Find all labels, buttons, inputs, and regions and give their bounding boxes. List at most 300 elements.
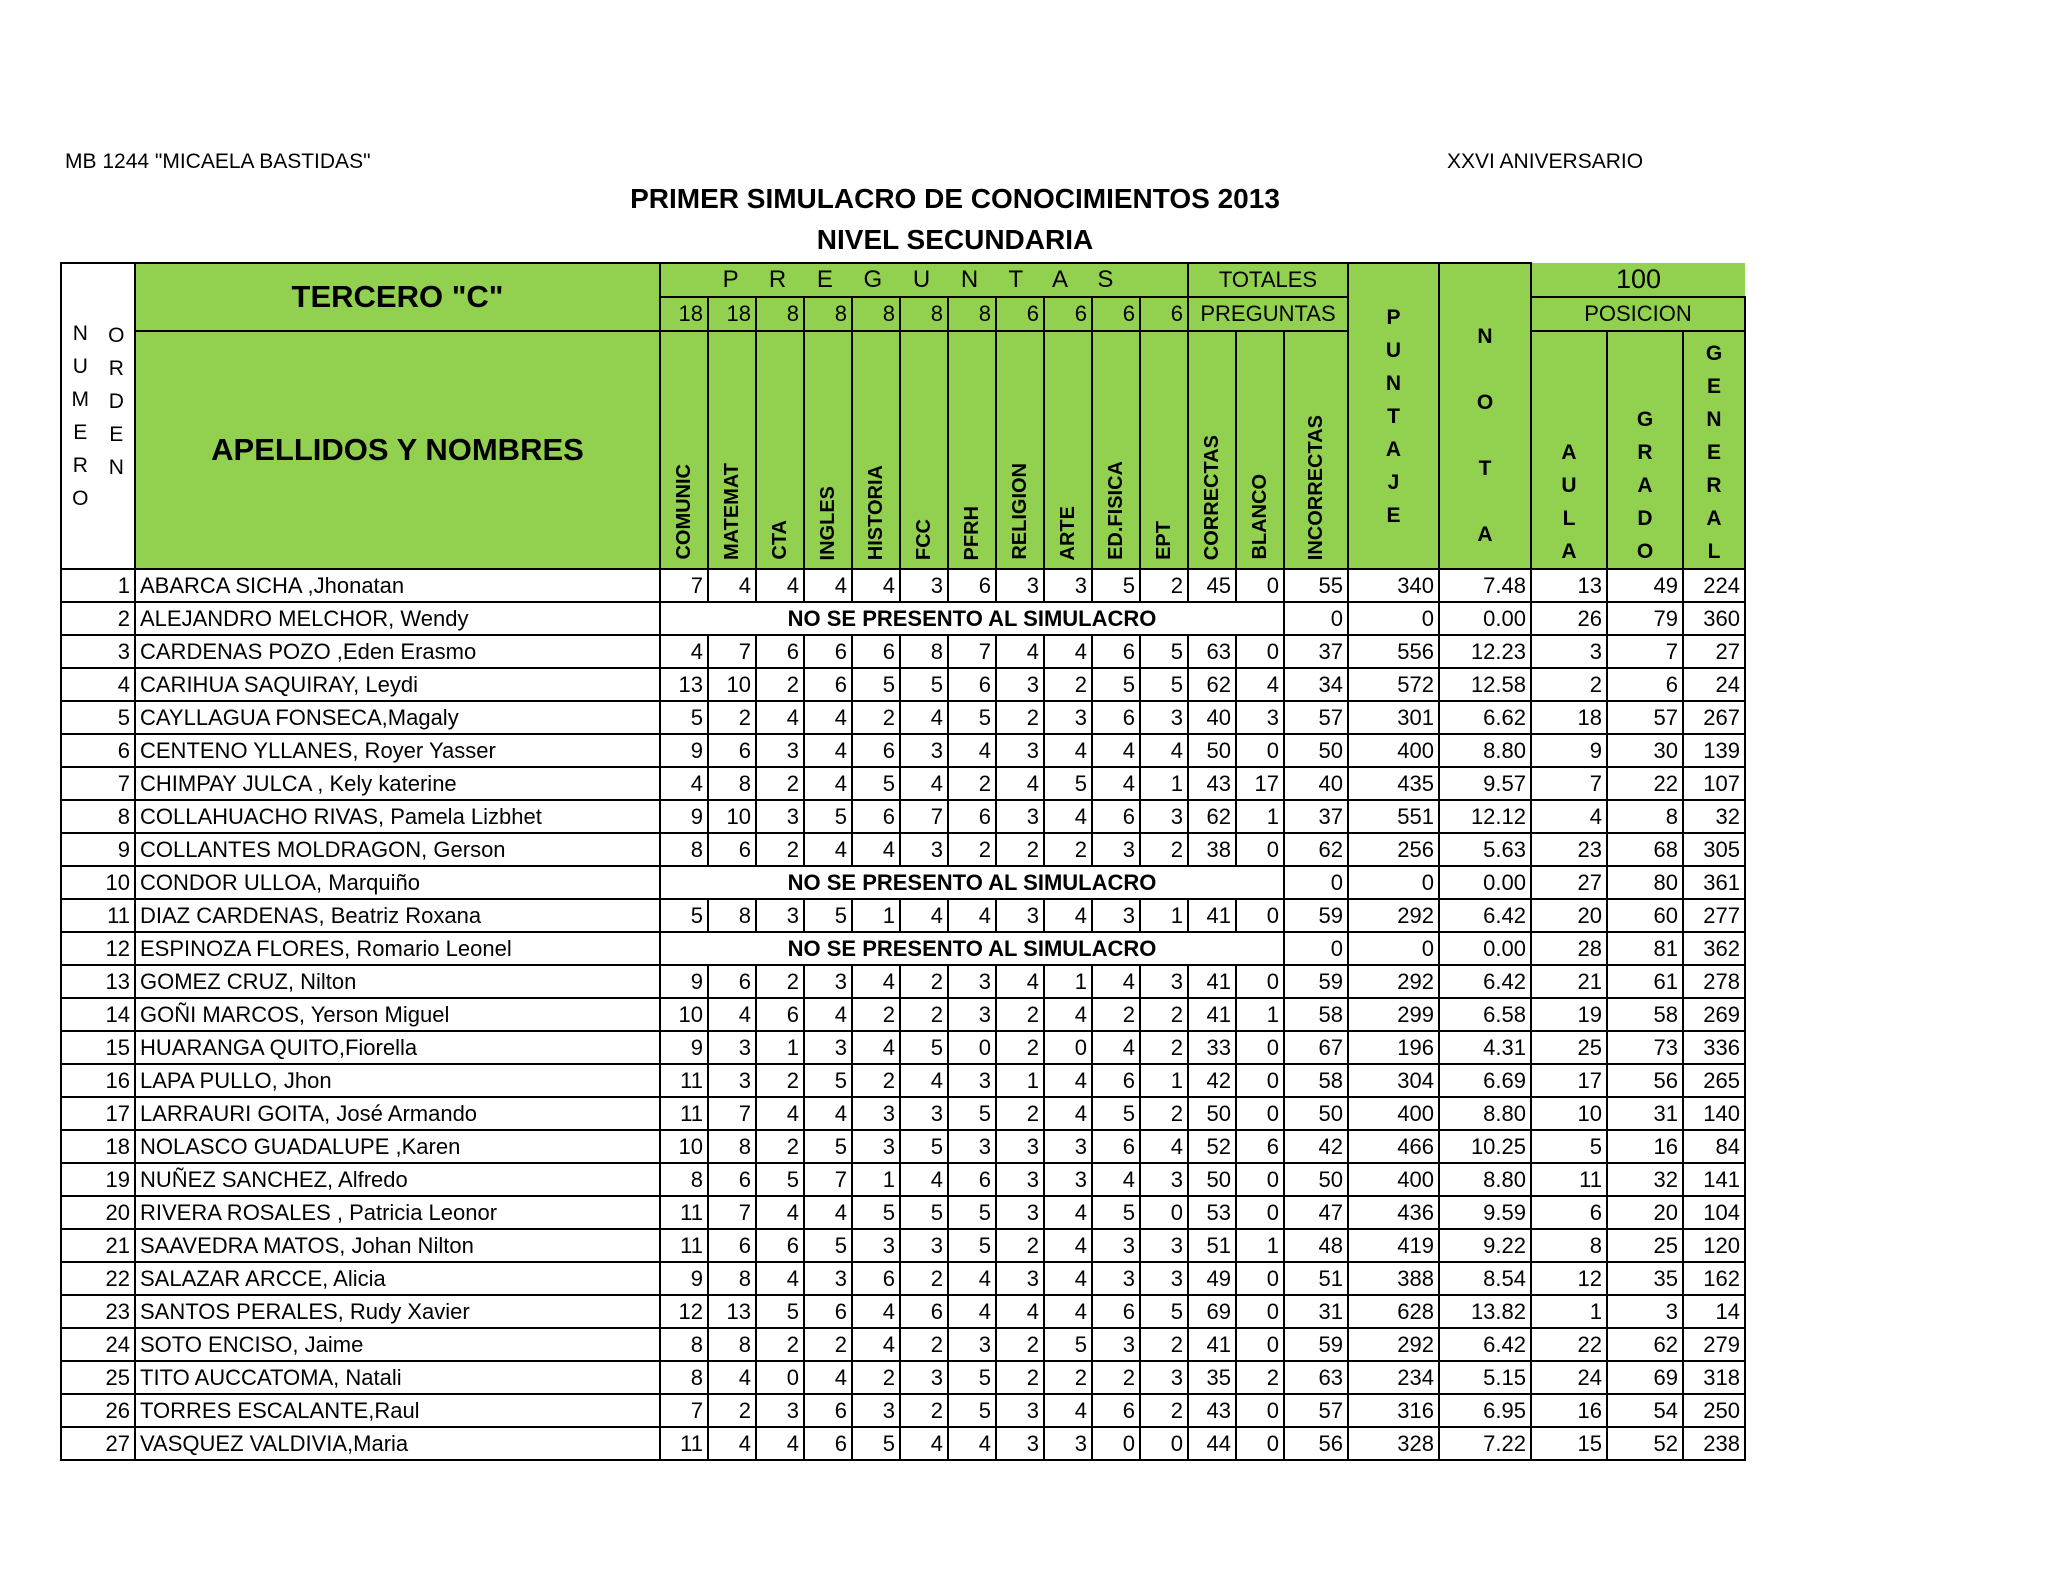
general-position: 336 xyxy=(1683,1031,1745,1064)
row-number: 15 xyxy=(61,1031,135,1064)
grado-position: 25 xyxy=(1607,1229,1683,1262)
aula-header xyxy=(1531,331,1607,569)
subject-label: RELIGION xyxy=(1008,463,1031,560)
incorrect-count: 48 xyxy=(1284,1229,1348,1262)
absent-notice: NO SE PRESENTO AL SIMULACRO xyxy=(660,866,1284,899)
subject-score: 3 xyxy=(900,1361,948,1394)
subject-score: 6 xyxy=(804,1295,852,1328)
subject-score: 6 xyxy=(804,1427,852,1460)
student-name: SAAVEDRA MATOS, Johan Nilton xyxy=(135,1229,660,1262)
blank-count: 0 xyxy=(1236,635,1284,668)
subject-score: 2 xyxy=(900,1328,948,1361)
subject-score: 3 xyxy=(1044,1163,1092,1196)
subject-label: EPT xyxy=(1152,521,1175,560)
subject-score: 3 xyxy=(852,1229,900,1262)
subject-score: 1 xyxy=(756,1031,804,1064)
subject-score: 4 xyxy=(900,899,948,932)
question-count: 6 xyxy=(996,297,1044,331)
subject-score: 7 xyxy=(708,635,756,668)
student-name: SANTOS PERALES, Rudy Xavier xyxy=(135,1295,660,1328)
page-title: PRIMER SIMULACRO DE CONOCIMIENTOS 2013 xyxy=(630,183,1280,214)
grado-position: 58 xyxy=(1607,998,1683,1031)
nota-value: 6.62 xyxy=(1439,701,1531,734)
student-name: CHIMPAY JULCA , Kely katerine xyxy=(135,767,660,800)
subject-score: 2 xyxy=(996,1031,1044,1064)
aula-position: 16 xyxy=(1531,1394,1607,1427)
correct-count: 53 xyxy=(1188,1196,1236,1229)
general-position: 267 xyxy=(1683,701,1745,734)
subject-score: 3 xyxy=(948,1130,996,1163)
incorrect-count: 50 xyxy=(1284,1163,1348,1196)
subject-score: 9 xyxy=(660,1031,708,1064)
subject-score: 6 xyxy=(708,1163,756,1196)
aula-position: 24 xyxy=(1531,1361,1607,1394)
subject-score: 4 xyxy=(1044,635,1092,668)
question-count: 8 xyxy=(852,297,900,331)
grado-position: 52 xyxy=(1607,1427,1683,1460)
row-number: 1 xyxy=(61,569,135,602)
subject-header xyxy=(1140,331,1188,569)
grado-position: 49 xyxy=(1607,569,1683,602)
correct-count: 50 xyxy=(1188,1163,1236,1196)
subject-score: 0 xyxy=(1044,1031,1092,1064)
subject-score: 4 xyxy=(1140,1130,1188,1163)
subject-score: 3 xyxy=(1140,701,1188,734)
incorrect-count: 62 xyxy=(1284,833,1348,866)
general-header-letters: G E N E R A L xyxy=(1705,342,1723,563)
puntaje-value: 400 xyxy=(1348,734,1439,767)
table-row xyxy=(61,800,1745,833)
subject-score: 6 xyxy=(708,734,756,767)
subject-score: 4 xyxy=(1092,767,1140,800)
aula-position: 26 xyxy=(1531,602,1607,635)
aula-position: 22 xyxy=(1531,1328,1607,1361)
subject-score: 7 xyxy=(660,569,708,602)
subject-score: 6 xyxy=(1092,1064,1140,1097)
subject-score: 8 xyxy=(708,767,756,800)
question-count: 8 xyxy=(900,297,948,331)
numero-header: N U M E R O xyxy=(71,322,90,510)
subject-score: 8 xyxy=(660,1163,708,1196)
subject-score: 2 xyxy=(804,1328,852,1361)
nota-value: 0.00 xyxy=(1439,602,1531,635)
subject-score: 3 xyxy=(1092,1229,1140,1262)
nota-value: 0.00 xyxy=(1439,866,1531,899)
correct-count: 62 xyxy=(1188,800,1236,833)
puntaje-value: 388 xyxy=(1348,1262,1439,1295)
puntaje-value: 436 xyxy=(1348,1196,1439,1229)
student-name: NOLASCO GUADALUPE ,Karen xyxy=(135,1130,660,1163)
table-row xyxy=(61,899,1745,932)
table-row xyxy=(61,734,1745,767)
subject-label: COMUNIC xyxy=(672,464,695,560)
subject-score: 1 xyxy=(996,1064,1044,1097)
subject-score: 6 xyxy=(852,1262,900,1295)
subject-score: 4 xyxy=(756,1262,804,1295)
student-name: SALAZAR ARCCE, Alicia xyxy=(135,1262,660,1295)
subject-score: 5 xyxy=(900,668,948,701)
grado-position: 7 xyxy=(1607,635,1683,668)
subject-score: 2 xyxy=(1140,833,1188,866)
subject-score: 5 xyxy=(900,1031,948,1064)
subject-score: 3 xyxy=(1044,1130,1092,1163)
subject-score: 6 xyxy=(948,668,996,701)
nota-value: 9.59 xyxy=(1439,1196,1531,1229)
subject-score: 4 xyxy=(948,1427,996,1460)
subject-header xyxy=(996,331,1044,569)
subject-score: 2 xyxy=(996,998,1044,1031)
aula-header-letters: A U L A xyxy=(1561,441,1577,563)
table-row xyxy=(61,932,1745,965)
blank-count: 17 xyxy=(1236,767,1284,800)
grado-position: 20 xyxy=(1607,1196,1683,1229)
subject-score: 4 xyxy=(1092,1163,1140,1196)
subject-score: 3 xyxy=(1092,1328,1140,1361)
incorrect-count: 57 xyxy=(1284,1394,1348,1427)
row-number: 6 xyxy=(61,734,135,767)
subject-score: 2 xyxy=(1044,1361,1092,1394)
subject-score: 6 xyxy=(852,734,900,767)
max-score: 100 xyxy=(1531,263,1745,297)
subject-score: 5 xyxy=(948,1097,996,1130)
correct-count: 41 xyxy=(1188,965,1236,998)
general-position: 140 xyxy=(1683,1097,1745,1130)
subject-score: 5 xyxy=(804,1229,852,1262)
nota-value: 13.82 xyxy=(1439,1295,1531,1328)
subject-score: 3 xyxy=(996,569,1044,602)
subject-score: 4 xyxy=(1092,734,1140,767)
general-position: 362 xyxy=(1683,932,1745,965)
nota-value: 12.58 xyxy=(1439,668,1531,701)
subject-score: 8 xyxy=(660,1361,708,1394)
subject-score: 4 xyxy=(804,1097,852,1130)
row-number: 18 xyxy=(61,1130,135,1163)
student-name: CONDOR ULLOA, Marquiño xyxy=(135,866,660,899)
incorrect-count: 0 xyxy=(1284,866,1348,899)
general-position: 24 xyxy=(1683,668,1745,701)
question-count: 18 xyxy=(660,297,708,331)
student-name: LARRAURI GOITA, José Armando xyxy=(135,1097,660,1130)
subject-score: 9 xyxy=(660,800,708,833)
puntaje-value: 400 xyxy=(1348,1097,1439,1130)
nota-value: 6.42 xyxy=(1439,965,1531,998)
nota-value: 7.48 xyxy=(1439,569,1531,602)
subject-score: 8 xyxy=(660,833,708,866)
results-table xyxy=(60,262,1746,1461)
student-name: GOMEZ CRUZ, Nilton xyxy=(135,965,660,998)
subject-score: 8 xyxy=(708,1262,756,1295)
subject-score: 2 xyxy=(1092,1361,1140,1394)
subject-score: 5 xyxy=(1092,668,1140,701)
subject-score: 4 xyxy=(756,1427,804,1460)
table-row xyxy=(61,767,1745,800)
student-name: SOTO ENCISO, Jaime xyxy=(135,1328,660,1361)
general-position: 269 xyxy=(1683,998,1745,1031)
subject-score: 0 xyxy=(1092,1427,1140,1460)
puntaje-header xyxy=(1348,263,1439,569)
incorrect-count: 0 xyxy=(1284,932,1348,965)
grado-position: 30 xyxy=(1607,734,1683,767)
puntaje-value: 316 xyxy=(1348,1394,1439,1427)
grado-position: 62 xyxy=(1607,1328,1683,1361)
subject-score: 4 xyxy=(900,1163,948,1196)
correct-count: 50 xyxy=(1188,1097,1236,1130)
general-position: 120 xyxy=(1683,1229,1745,1262)
subject-score: 5 xyxy=(948,1394,996,1427)
incorrect-count: 58 xyxy=(1284,998,1348,1031)
subject-score: 3 xyxy=(900,833,948,866)
subject-score: 5 xyxy=(948,1196,996,1229)
correct-count: 33 xyxy=(1188,1031,1236,1064)
blank-count: 0 xyxy=(1236,899,1284,932)
subject-score: 9 xyxy=(660,965,708,998)
aula-position: 20 xyxy=(1531,899,1607,932)
puntaje-value: 572 xyxy=(1348,668,1439,701)
subject-score: 11 xyxy=(660,1427,708,1460)
blank-count: 3 xyxy=(1236,701,1284,734)
subject-score: 5 xyxy=(804,800,852,833)
subject-score: 6 xyxy=(804,668,852,701)
student-name: CARDENAS POZO ,Eden Erasmo xyxy=(135,635,660,668)
subject-score: 4 xyxy=(804,701,852,734)
subject-score: 3 xyxy=(900,734,948,767)
subject-score: 3 xyxy=(756,1394,804,1427)
table-row xyxy=(61,1361,1745,1394)
subject-score: 4 xyxy=(1092,965,1140,998)
aula-position: 25 xyxy=(1531,1031,1607,1064)
student-name: ABARCA SICHA ,Jhonatan xyxy=(135,569,660,602)
table-row xyxy=(61,1031,1745,1064)
nota-value: 0.00 xyxy=(1439,932,1531,965)
subject-score: 3 xyxy=(948,1064,996,1097)
totals-subheader xyxy=(1188,331,1236,569)
totals-subheader xyxy=(1284,331,1348,569)
nota-value: 6.58 xyxy=(1439,998,1531,1031)
totals-label: INCORRECTAS xyxy=(1304,414,1327,560)
puntaje-value: 292 xyxy=(1348,899,1439,932)
subject-score: 3 xyxy=(1140,1229,1188,1262)
subject-score: 3 xyxy=(1140,1361,1188,1394)
posicion-header: POSICION xyxy=(1531,297,1745,331)
aula-position: 10 xyxy=(1531,1097,1607,1130)
subject-score: 9 xyxy=(660,734,708,767)
nota-value: 7.22 xyxy=(1439,1427,1531,1460)
incorrect-count: 59 xyxy=(1284,965,1348,998)
correct-count: 69 xyxy=(1188,1295,1236,1328)
subject-label: PFRH xyxy=(960,505,983,560)
incorrect-count: 0 xyxy=(1284,602,1348,635)
subject-score: 4 xyxy=(1044,1262,1092,1295)
subject-score: 2 xyxy=(948,833,996,866)
row-number: 20 xyxy=(61,1196,135,1229)
subject-score: 5 xyxy=(1140,635,1188,668)
grado-position: 32 xyxy=(1607,1163,1683,1196)
subject-score: 7 xyxy=(900,800,948,833)
subject-score: 4 xyxy=(852,569,900,602)
subject-score: 2 xyxy=(708,1394,756,1427)
subject-score: 6 xyxy=(756,998,804,1031)
subject-score: 2 xyxy=(996,701,1044,734)
question-count: 8 xyxy=(948,297,996,331)
question-count: 18 xyxy=(708,297,756,331)
nota-value: 10.25 xyxy=(1439,1130,1531,1163)
subject-score: 3 xyxy=(1140,1262,1188,1295)
row-number: 11 xyxy=(61,899,135,932)
grado-position: 31 xyxy=(1607,1097,1683,1130)
table-row xyxy=(61,833,1745,866)
absent-notice: NO SE PRESENTO AL SIMULACRO xyxy=(660,932,1284,965)
subject-score: 0 xyxy=(948,1031,996,1064)
subject-score: 1 xyxy=(1140,899,1188,932)
subject-score: 4 xyxy=(996,965,1044,998)
totals-subheader xyxy=(1236,331,1284,569)
table-row xyxy=(61,1394,1745,1427)
subject-score: 3 xyxy=(804,1031,852,1064)
correct-count: 50 xyxy=(1188,734,1236,767)
subject-header xyxy=(804,331,852,569)
incorrect-count: 42 xyxy=(1284,1130,1348,1163)
incorrect-count: 67 xyxy=(1284,1031,1348,1064)
subject-score: 4 xyxy=(1044,998,1092,1031)
subject-score: 6 xyxy=(804,635,852,668)
subject-score: 3 xyxy=(948,1328,996,1361)
subject-score: 4 xyxy=(804,734,852,767)
correct-count: 43 xyxy=(1188,1394,1236,1427)
general-position: 360 xyxy=(1683,602,1745,635)
subject-score: 8 xyxy=(708,1328,756,1361)
subject-score: 3 xyxy=(804,965,852,998)
subject-header xyxy=(756,331,804,569)
nota-value: 6.69 xyxy=(1439,1064,1531,1097)
subject-score: 3 xyxy=(996,1196,1044,1229)
grado-position: 57 xyxy=(1607,701,1683,734)
aula-position: 9 xyxy=(1531,734,1607,767)
subject-score: 8 xyxy=(708,1130,756,1163)
student-name: CAYLLAGUA FONSECA,Magaly xyxy=(135,701,660,734)
grado-position: 22 xyxy=(1607,767,1683,800)
subject-score: 5 xyxy=(1044,1328,1092,1361)
subject-score: 3 xyxy=(756,800,804,833)
puntaje-value: 435 xyxy=(1348,767,1439,800)
subject-score: 4 xyxy=(852,1295,900,1328)
subject-score: 5 xyxy=(1140,668,1188,701)
subject-score: 3 xyxy=(1140,965,1188,998)
nota-value: 8.80 xyxy=(1439,1163,1531,1196)
grado-position: 73 xyxy=(1607,1031,1683,1064)
subject-score: 2 xyxy=(756,833,804,866)
general-position: 279 xyxy=(1683,1328,1745,1361)
incorrect-count: 47 xyxy=(1284,1196,1348,1229)
totales-header: TOTALES xyxy=(1188,263,1348,297)
subject-score: 5 xyxy=(756,1163,804,1196)
nota-header xyxy=(1439,263,1531,569)
table-row xyxy=(61,1229,1745,1262)
general-position: 162 xyxy=(1683,1262,1745,1295)
general-position: 104 xyxy=(1683,1196,1745,1229)
subject-score: 3 xyxy=(948,998,996,1031)
subject-score: 5 xyxy=(804,1064,852,1097)
grado-position: 16 xyxy=(1607,1130,1683,1163)
table-row xyxy=(61,998,1745,1031)
table-row xyxy=(61,965,1745,998)
student-name: DIAZ CARDENAS, Beatriz Roxana xyxy=(135,899,660,932)
student-name: VASQUEZ VALDIVIA,Maria xyxy=(135,1427,660,1460)
puntaje-value: 0 xyxy=(1348,602,1439,635)
subject-score: 2 xyxy=(1044,833,1092,866)
subject-score: 5 xyxy=(1092,569,1140,602)
general-header xyxy=(1683,331,1745,569)
subject-score: 5 xyxy=(1092,1097,1140,1130)
subject-label: ED.FISICA xyxy=(1104,461,1127,560)
general-position: 107 xyxy=(1683,767,1745,800)
subject-score: 5 xyxy=(660,899,708,932)
subject-score: 2 xyxy=(708,701,756,734)
subject-score: 8 xyxy=(708,899,756,932)
blank-count: 1 xyxy=(1236,800,1284,833)
nota-value: 5.63 xyxy=(1439,833,1531,866)
blank-count: 0 xyxy=(1236,1427,1284,1460)
subject-score: 3 xyxy=(996,899,1044,932)
student-name: RIVERA ROSALES , Patricia Leonor xyxy=(135,1196,660,1229)
grado-position: 6 xyxy=(1607,668,1683,701)
subject-score: 2 xyxy=(900,1394,948,1427)
incorrect-count: 37 xyxy=(1284,635,1348,668)
subject-score: 4 xyxy=(756,1097,804,1130)
puntaje-value: 256 xyxy=(1348,833,1439,866)
puntaje-value: 628 xyxy=(1348,1295,1439,1328)
general-position: 238 xyxy=(1683,1427,1745,1460)
table-row xyxy=(61,1295,1745,1328)
nota-value: 12.23 xyxy=(1439,635,1531,668)
subject-score: 4 xyxy=(708,1361,756,1394)
student-name: TITO AUCCATOMA, Natali xyxy=(135,1361,660,1394)
subject-score: 2 xyxy=(756,965,804,998)
row-number: 17 xyxy=(61,1097,135,1130)
nota-value: 9.22 xyxy=(1439,1229,1531,1262)
aula-position: 28 xyxy=(1531,932,1607,965)
blank-count: 6 xyxy=(1236,1130,1284,1163)
correct-count: 41 xyxy=(1188,998,1236,1031)
row-number: 24 xyxy=(61,1328,135,1361)
subject-score: 5 xyxy=(852,767,900,800)
aula-position: 12 xyxy=(1531,1262,1607,1295)
subject-score: 6 xyxy=(756,635,804,668)
subject-score: 4 xyxy=(804,1196,852,1229)
preguntas-header: P R E G U N T A S xyxy=(660,263,1188,297)
correct-count: 45 xyxy=(1188,569,1236,602)
grado-position: 79 xyxy=(1607,602,1683,635)
totals-label: BLANCO xyxy=(1248,474,1271,560)
blank-count: 0 xyxy=(1236,1196,1284,1229)
school-name: MB 1244 "MICAELA BASTIDAS" xyxy=(65,150,371,173)
puntaje-value: 419 xyxy=(1348,1229,1439,1262)
subject-score: 4 xyxy=(996,635,1044,668)
subject-score: 4 xyxy=(900,767,948,800)
subject-score: 2 xyxy=(1140,569,1188,602)
table-row xyxy=(61,1097,1745,1130)
table-row xyxy=(61,602,1745,635)
puntaje-value: 556 xyxy=(1348,635,1439,668)
subject-header xyxy=(1044,331,1092,569)
grado-position: 81 xyxy=(1607,932,1683,965)
subject-score: 4 xyxy=(1044,1295,1092,1328)
subject-score: 6 xyxy=(948,1163,996,1196)
subject-score: 2 xyxy=(996,1361,1044,1394)
subject-score: 4 xyxy=(1044,800,1092,833)
general-position: 265 xyxy=(1683,1064,1745,1097)
table-row xyxy=(61,1130,1745,1163)
blank-count: 2 xyxy=(1236,1361,1284,1394)
